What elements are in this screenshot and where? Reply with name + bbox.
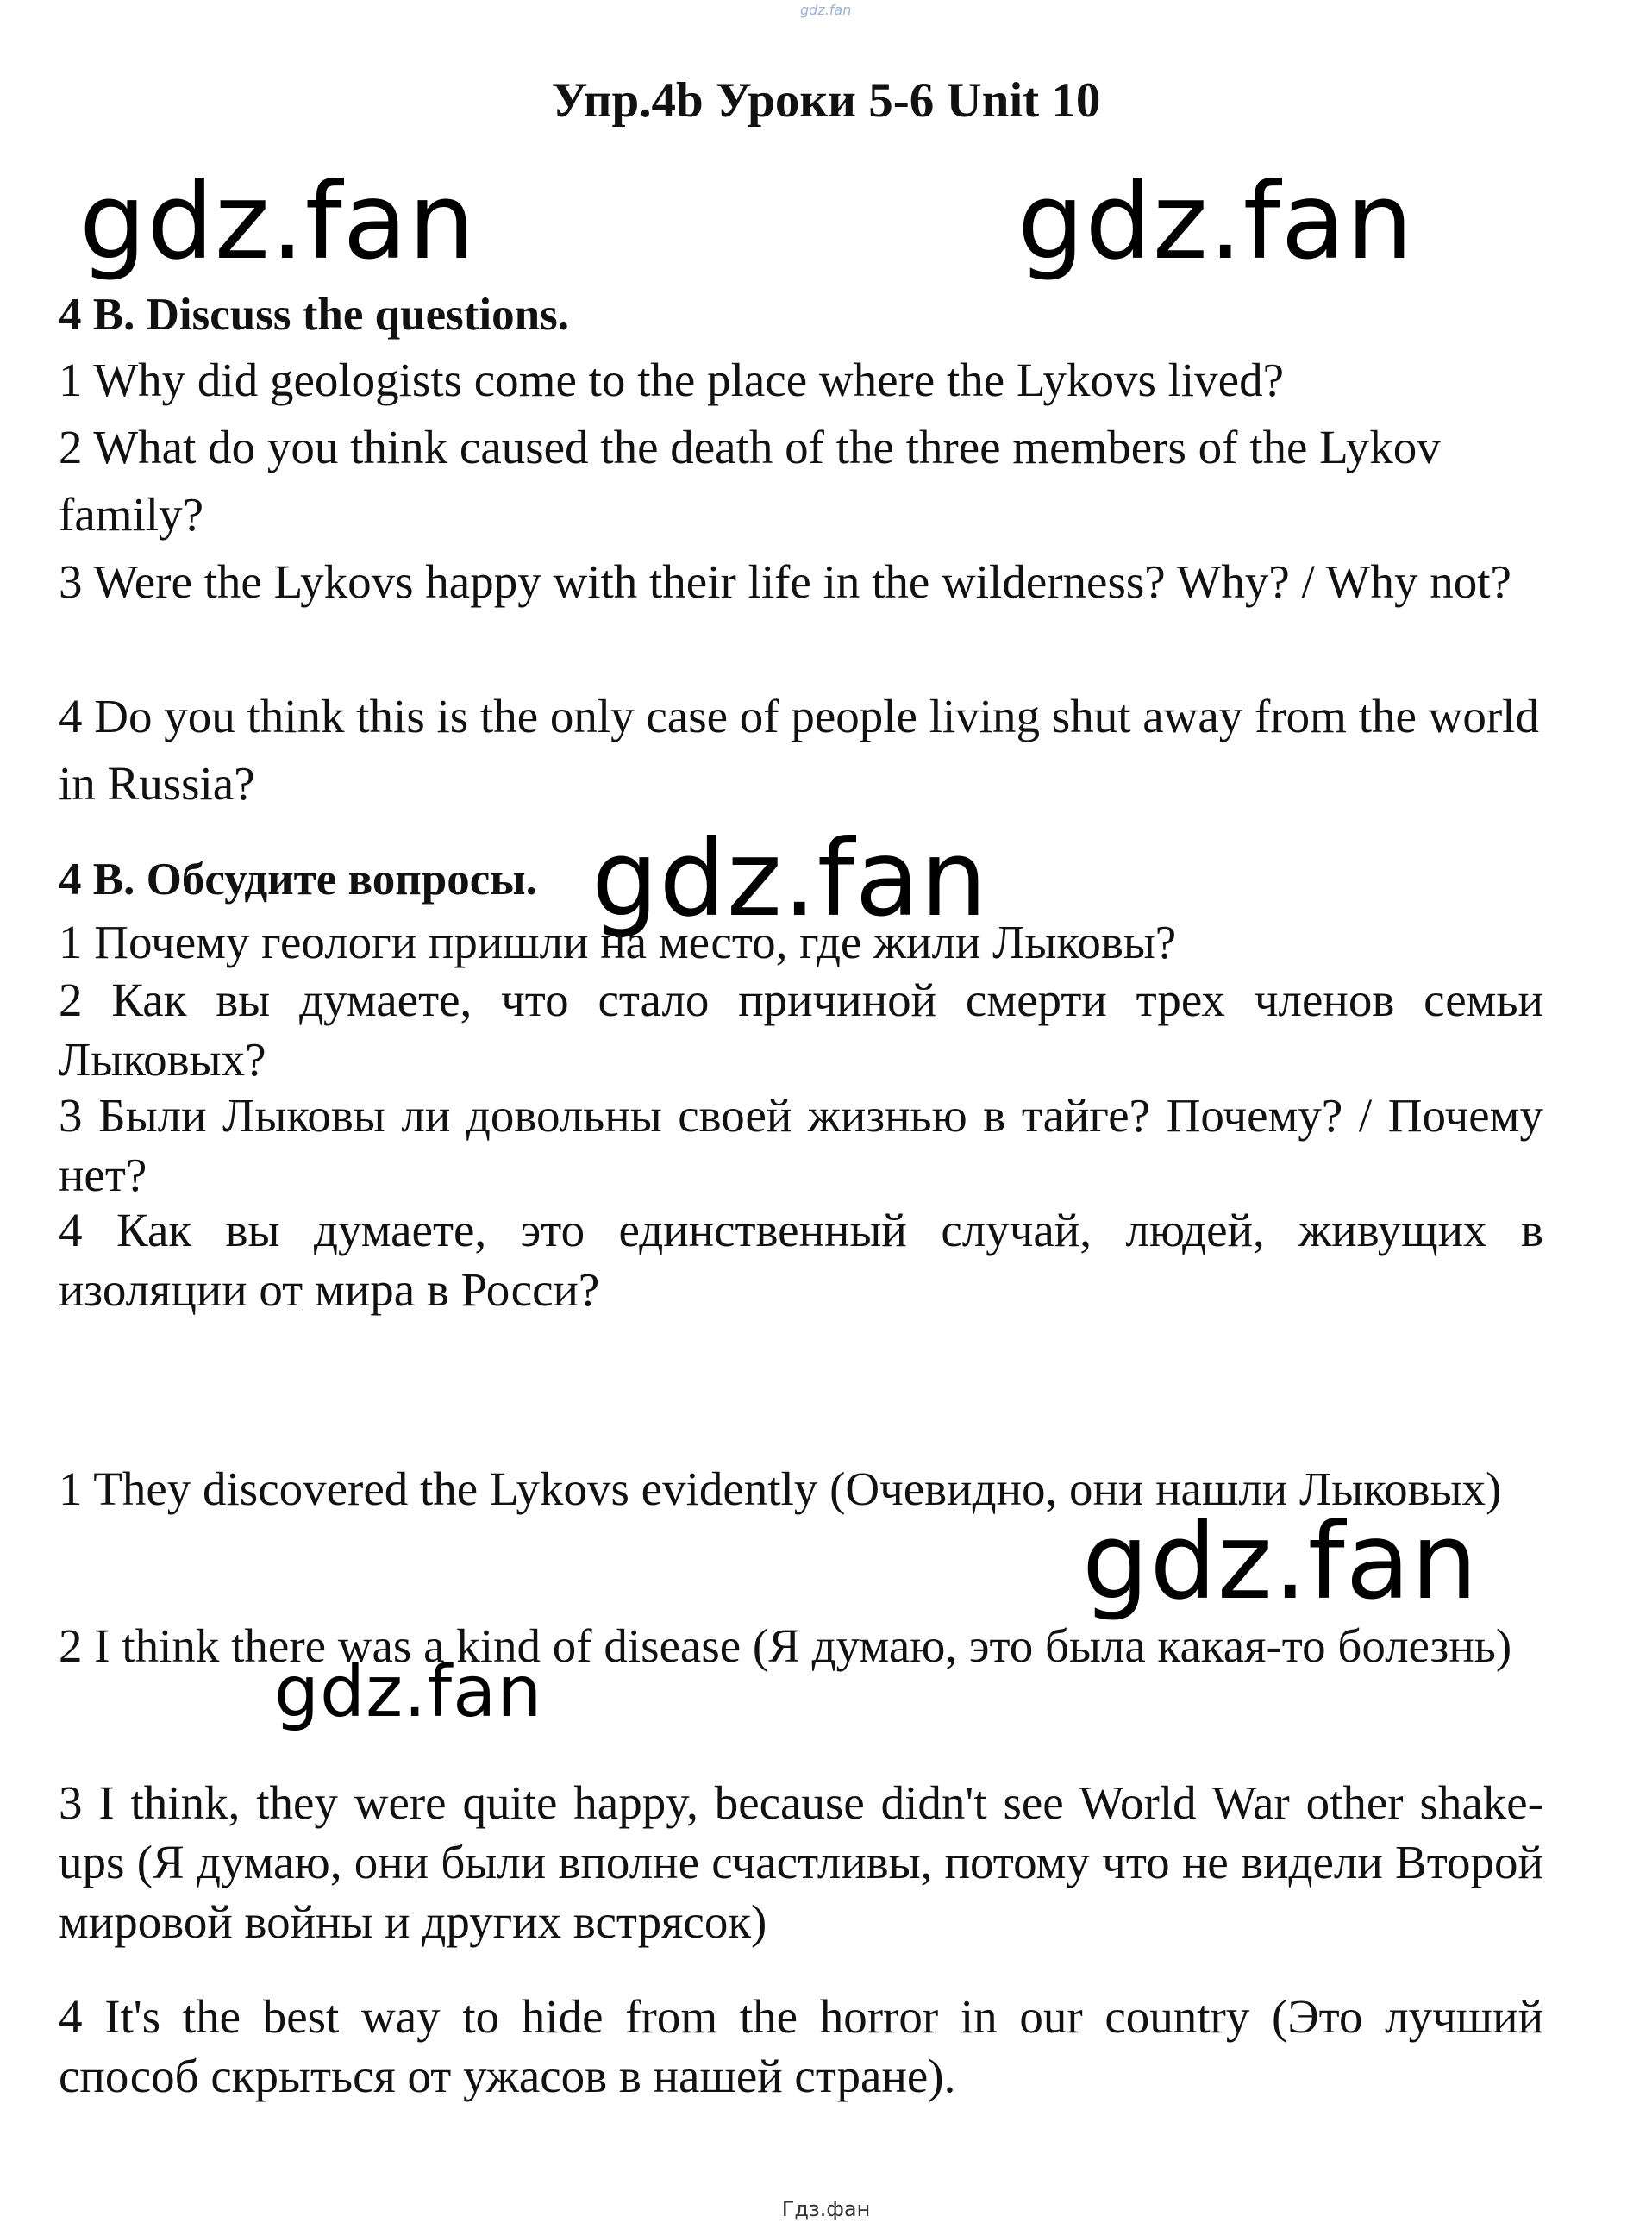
watermark-1: gdz.fan [79, 160, 476, 283]
english-question-4: 4 Do you think this is the only case of people living shut away from the world in Russia? [59, 690, 1539, 810]
english-question-1: 1 Why did geologists come to the place where the Lykovs lived? [59, 354, 1285, 406]
russian-question-3: 3 Были Лыковы ли довольны своей жизнью в тайге? Почему? / Почему нет? [59, 1089, 1543, 1201]
watermark-2: gdz.fan [1017, 160, 1414, 283]
answer-2: 2 I think there was a kind of disease (Я думаю, это была какая-то болезнь) [59, 1619, 1512, 1672]
footer-text: Гдз.фан [781, 2197, 871, 2221]
english-question-3: 3 Were the Lykovs happy with their life in the wilderness? Why? / Why not? [59, 555, 1511, 608]
russian-question-4: 4 Как вы думаете, это единственный случай, людей, живущих в изоляции от мира в Росси? [59, 1204, 1543, 1316]
russian-heading: 4 B. Обсудите вопросы. [59, 855, 537, 905]
page-title: Упр.4b Уроки 5-6 Unit 10 [551, 73, 1101, 128]
answer-3: 3 I think, they were quite happy, because didn't see World War other shake-ups (Я думаю, они были вполне счастливы, потому что не видели Второй мировой войны и других встрясок) [59, 1776, 1543, 1948]
russian-question-2: 2 Как вы думаете, что стало причиной смерти трех членов семьи Лыковых? [59, 974, 1543, 1086]
watermark-3: gdz.fan [591, 817, 988, 940]
top-watermark-text: gdz.fan [800, 2, 852, 18]
watermark-5: gdz.fan [274, 1651, 543, 1733]
russian-question-1: 1 Почему геологи пришли на место, где жили Лыковы? [59, 916, 1177, 968]
watermark-4: gdz.fan [1082, 1500, 1479, 1623]
answer-4: 4 It's the best way to hide from the horror in our country (Это лучший способ скрыться от ужасов в нашей стране). [59, 1990, 1543, 2102]
answer-1: 1 They discovered the Lykovs evidently (Очевидно, они нашли Лыковых) [59, 1462, 1502, 1515]
english-question-2: 2 What do you think caused the death of the three members of the Lykov family? [59, 421, 1441, 541]
english-heading: 4 B. Discuss the questions. [59, 290, 569, 340]
